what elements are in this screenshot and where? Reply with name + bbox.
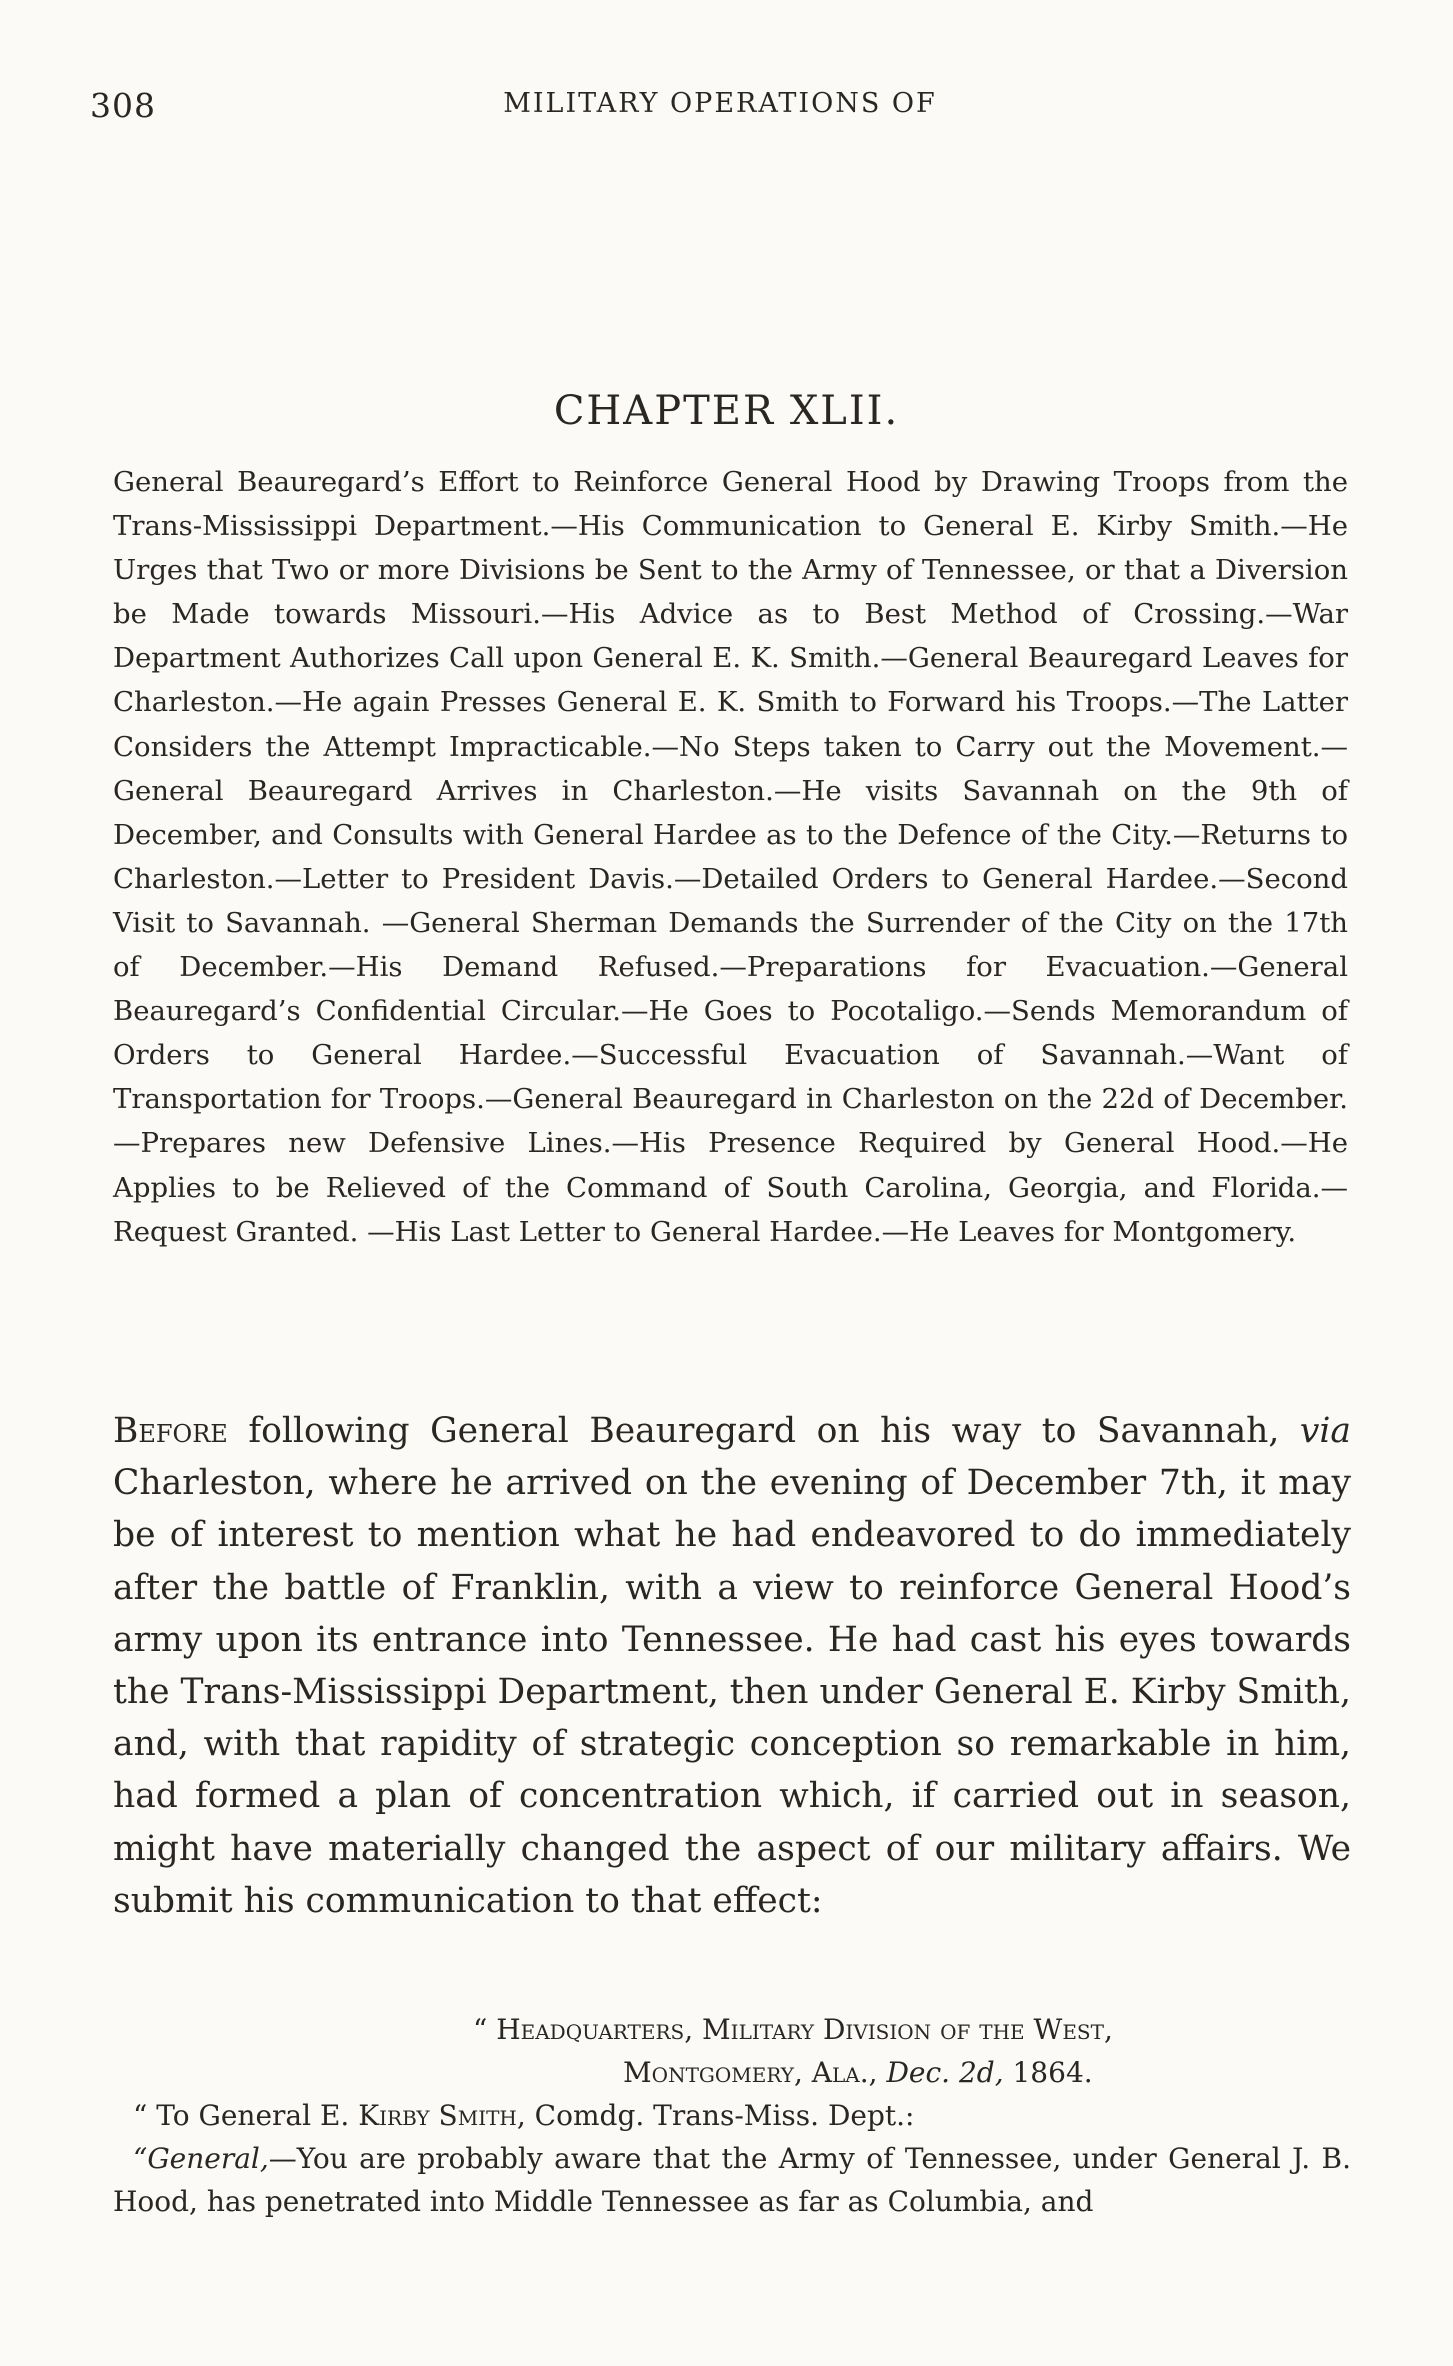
- letter-heading-line1: “ Headquarters, Military Division of the West,: [473, 2013, 1113, 2046]
- chapter-synopsis: General Beauregard’s Effort to Reinforce General Hood by Drawing Troops from the Trans-Mississippi Department.—His Communication to General E. Kirby Smith.—He Urges that Two or more Divisions be Sent to the Army of Tennessee, or that a Diversion be Made towards Missouri.—His Advice as to Best Method of Crossing.—War Department Authorizes Call upon General E. K. Smith.—General Beauregard Leaves for Charleston.—He again Presses General E. K. Smith to Forward his Troops.—The Latter Considers the Attempt Impracticable.—No Steps taken to Carry out the Movement.—General Beauregard Arrives in Charleston.—He visits Savannah on the 9th of December, and Consults with General Hardee as to the Defence of the City.—Returns to Charleston.—Letter to President Davis.—Detailed Orders to General Hardee.—Second Visit to Savannah. —General Sherman Demands the Surrender of the City on the 17th of December.—His Demand Refused.—Preparations for Evacuation.—General Beauregard’s Confidential Circular.—He Goes to Pocotaligo.—Sends Memorandum of Orders to General Hardee.—Successful Evacuation of Savannah.—Want of Transportation for Troops.—General Beauregard in Charleston on the 22d of December.—Prepares new Defensive Lines.—His Presence Required by General Hood.—He Applies to be Relieved of the Command of South Carolina, Georgia, and Florida.—Request Granted. —His Last Letter to General Hardee.—He Leaves for Montgomery.: [113, 466, 1348, 1248]
- letter-block: [113, 2008, 1351, 2223]
- body-paragraph: [113, 1405, 1351, 1927]
- addressee-suffix: Comdg. Trans-Miss. Dept.:: [525, 2099, 915, 2132]
- page-number: 308: [90, 86, 156, 125]
- chapter-title: CHAPTER XLII.: [553, 388, 900, 434]
- addressee-prefix: “ To General E.: [133, 2099, 359, 2132]
- body-text-part-1: following General Beauregard on his way to Savannah,: [227, 1411, 1300, 1451]
- letter-date: Dec. 2d,: [886, 2056, 1004, 2089]
- salutation: “General,: [133, 2142, 269, 2175]
- running-title: MILITARY OPERATIONS OF: [503, 88, 937, 119]
- letter-year: 1864.: [1003, 2056, 1093, 2089]
- addressee-name: Kirby Smith,: [358, 2099, 526, 2132]
- via-italic: via: [1299, 1411, 1351, 1451]
- letter-first-text: —You are probably aware that the Army of Tennessee, under General J. B. Hood, has penetrated into Middle Tennessee as far as Columbia, and: [113, 2142, 1351, 2218]
- letter-place: Montgomery, Ala.,: [623, 2056, 887, 2089]
- page-header: [90, 86, 1350, 126]
- letter-heading-line2: [113, 2051, 1351, 2094]
- opening-word: Before: [113, 1411, 228, 1451]
- body-text-part-2: Charleston, where he arrived on the evening of December 7th, it may be of interest to mention what he had endeavored to do immediately after the battle of Franklin, with a view to reinforce General Hood’s army upon its entrance into Tennessee. He had cast his eyes towards the Trans-Mississippi Department, then under General E. Kirby Smith, and, with that rapidity of strategic conception so remarkable in him, had formed a plan of concentration which, if carried out in season, might have materially changed the aspect of our military affairs. We submit his communication to that effect:: [113, 1463, 1351, 1921]
- letter-opening: [113, 2137, 1351, 2223]
- letter-addressee: [113, 2094, 1351, 2137]
